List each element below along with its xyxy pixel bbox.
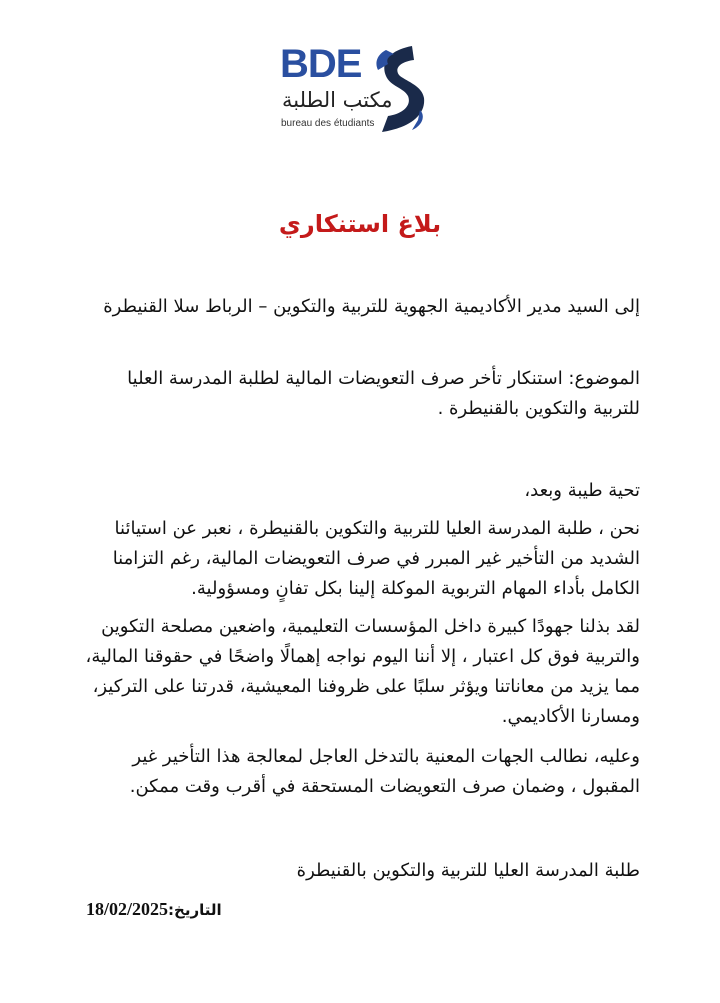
greeting-line: تحية طيبة وبعد،: [524, 480, 640, 501]
subject-line: الموضوع: استنكار تأخر صرف التعويضات المالية لطلبة المدرسة العليا للتربية والتكوين بالقنيطرة .: [127, 368, 640, 419]
addressee-line: إلى السيد مدير الأكاديمية الجهوية للتربية والتكوين – الرباط سلا القنيطرة: [103, 296, 640, 317]
logo-french-name: bureau des étudiants: [281, 118, 375, 129]
logo-arabic-name: مكتب الطلبة: [282, 88, 393, 112]
body-paragraph-3: وعليه، نطالب الجهات المعنية بالتدخل العاجل لمعالجة هذا التأخير غير المقبول ، وضمان صرف التعويضات المستحقة في أقرب وقت ممكن.: [129, 746, 640, 797]
date-value: 18/02/2025: [86, 899, 169, 919]
bde-logo: [272, 36, 442, 136]
page-title: بلاغ استنكاري: [278, 210, 442, 238]
body-paragraph-1: نحن ، طلبة المدرسة العليا للتربية والتكوين بالقنيطرة ، نعبر عن استيائنا الشديد من التأخير غير المبرر في صرف التعويضات المالية، رغم التزامنا الكامل بأداء المهام التربوية الموكلة إلينا بكل تفانٍ ومسؤولية.: [112, 518, 640, 599]
logo-s-mark-icon: [368, 40, 438, 134]
date-label: التاريخ:: [168, 901, 222, 919]
logo-abbr: BDE: [280, 42, 362, 86]
body-paragraph-2: لقد بذلنا جهودًا كبيرة داخل المؤسسات التعليمية، واضعين مصلحة التكوين والتربية فوق كل اعتبار ، إلا أننا اليوم نواجه إهمالًا واضحًا في حقوقنا المالية، مما يزيد من معاناتنا ويؤثر سلبًا على ظروفنا المعيشية، قدرتنا على التركيز، ومسارنا الأكاديمي.: [85, 616, 640, 727]
signature-line: طلبة المدرسة العليا للتربية والتكوين بالقنيطرة: [296, 860, 640, 881]
date-line: [86, 896, 222, 923]
